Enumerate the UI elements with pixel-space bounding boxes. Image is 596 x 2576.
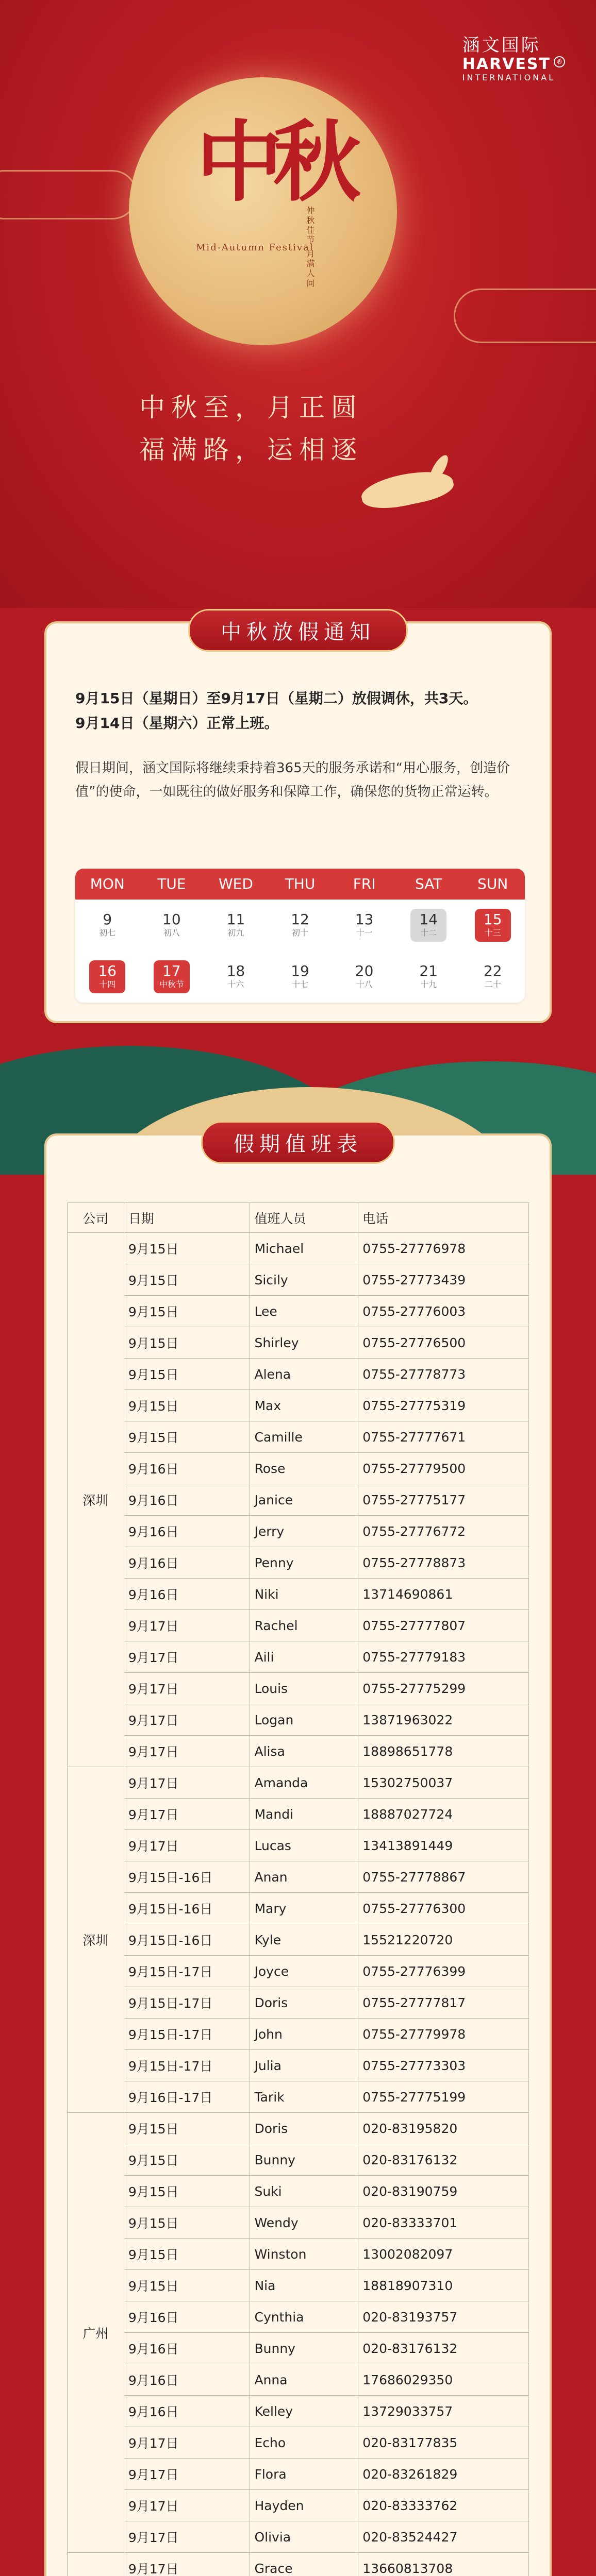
table-row (68, 1484, 529, 1516)
phone-cell: 0755-27777671 (358, 1421, 529, 1453)
person-cell: Rachel (250, 1610, 358, 1641)
calendar-lunar-date: 中秋节 (159, 979, 184, 989)
duty-table (67, 1202, 529, 2576)
table-row (68, 2301, 529, 2333)
cloud-decoration (454, 289, 596, 343)
phone-cell: 13413891449 (358, 1830, 529, 1861)
calendar-day-number: 16 (98, 962, 117, 979)
hero-slogan (139, 386, 363, 471)
person-cell: Lucas (250, 1830, 358, 1861)
date-cell: 9月16日 (124, 1484, 250, 1516)
logo-en2: INTERNATIONAL (462, 73, 556, 82)
person-cell: Kyle (250, 1924, 358, 1956)
calendar-day-box (410, 909, 446, 942)
logo-cn: 涵文国际 (462, 35, 541, 56)
calendar-day-number: 13 (355, 911, 374, 928)
phone-cell: 13871963022 (358, 1704, 529, 1736)
table-row (68, 1421, 529, 1453)
phone-cell: 0755-27779183 (358, 1641, 529, 1673)
calendar-day-number: 22 (483, 962, 502, 979)
date-cell: 9月16日-17日 (124, 2081, 250, 2113)
notice-bold-line-2: 9月14日（星期六）正常上班。 (75, 715, 279, 732)
calendar-day-box (156, 912, 188, 939)
date-cell: 9月17日 (124, 2553, 250, 2576)
company-cell: 深圳 (68, 1233, 124, 1767)
phone-cell: 020-83176132 (358, 2144, 529, 2176)
phone-cell: 0755-27776300 (358, 1893, 529, 1924)
hero-english: Mid-Autumn Festival (196, 242, 314, 253)
calendar-lunar-date: 初九 (227, 928, 244, 938)
date-cell: 9月16日 (124, 2333, 250, 2364)
person-cell: Joyce (250, 1956, 358, 1987)
duty-table-body (68, 1233, 529, 2576)
calendar-day (75, 900, 140, 951)
person-cell: Michael (250, 1233, 358, 1264)
phone-cell: 0755-27776978 (358, 1233, 529, 1264)
calendar-lunar-date: 十七 (292, 979, 309, 989)
date-cell: 9月15日 (124, 1296, 250, 1327)
person-cell: Louis (250, 1673, 358, 1704)
person-cell: John (250, 2019, 358, 2050)
person-cell: Winston (250, 2239, 358, 2270)
person-cell: Grace (250, 2553, 358, 2576)
phone-cell: 0755-27777807 (358, 1610, 529, 1641)
calendar-week-row (75, 900, 525, 951)
table-row (68, 2050, 529, 2081)
phone-cell: 15521220720 (358, 1924, 529, 1956)
calendar-lunar-date: 十四 (99, 979, 116, 989)
header-company: 公司 (68, 1203, 124, 1233)
table-row (68, 2176, 529, 2207)
calendar-lunar-date: 十三 (484, 928, 501, 938)
slogan-line-2: 福满路，运相逐 (139, 435, 363, 465)
date-cell: 9月16日 (124, 2364, 250, 2396)
person-cell: Olivia (250, 2521, 358, 2553)
person-cell: Anan (250, 1861, 358, 1893)
company-cell (68, 2553, 124, 2576)
calendar-day (332, 900, 396, 951)
phone-cell: 0755-27779500 (358, 1453, 529, 1484)
person-cell: Flora (250, 2459, 358, 2490)
table-row (68, 1264, 529, 1296)
table-row (68, 1861, 529, 1893)
calendar-weekday: TUE (157, 875, 186, 892)
header-date: 日期 (124, 1203, 250, 1233)
person-cell: Doris (250, 1987, 358, 2019)
date-cell: 9月15日-17日 (124, 2019, 250, 2050)
company-logo (462, 31, 565, 82)
table-row (68, 2553, 529, 2576)
phone-cell: 18818907310 (358, 2270, 529, 2301)
table-row (68, 2396, 529, 2427)
date-cell: 9月15日 (124, 1264, 250, 1296)
phone-cell: 0755-27775319 (358, 1390, 529, 1421)
person-cell: Suki (250, 2176, 358, 2207)
header-phone: 电话 (358, 1203, 529, 1233)
table-row (68, 1453, 529, 1484)
date-cell: 9月15日 (124, 2207, 250, 2239)
date-cell: 9月16日 (124, 1516, 250, 1547)
phone-cell: 0755-27775299 (358, 1673, 529, 1704)
person-cell: Alisa (250, 1736, 358, 1767)
calendar-day-number: 12 (291, 911, 309, 928)
calendar-weekday: SAT (415, 875, 442, 892)
date-cell: 9月17日 (124, 1830, 250, 1861)
person-cell: Amanda (250, 1767, 358, 1799)
header-person: 值班人员 (250, 1203, 358, 1233)
table-row (68, 1327, 529, 1359)
date-cell: 9月15日-16日 (124, 1861, 250, 1893)
table-row (68, 1673, 529, 1704)
date-cell: 9月16日 (124, 1547, 250, 1579)
person-cell: Janice (250, 1484, 358, 1516)
date-cell: 9月15日 (124, 2144, 250, 2176)
date-cell: 9月17日 (124, 1799, 250, 1830)
table-row (68, 2081, 529, 2113)
date-cell: 9月17日 (124, 1610, 250, 1641)
person-cell: Wendy (250, 2207, 358, 2239)
phone-cell: 020-83333701 (358, 2207, 529, 2239)
phone-cell: 18887027724 (358, 1799, 529, 1830)
phone-cell: 17686029350 (358, 2364, 529, 2396)
logo-en: HARVEST (462, 55, 551, 73)
calendar-day (396, 900, 461, 951)
phone-cell: 13714690861 (358, 1579, 529, 1610)
calendar-day (204, 900, 268, 951)
table-row (68, 1924, 529, 1956)
calendar-day-box (91, 912, 123, 939)
phone-cell: 0755-27778773 (358, 1359, 529, 1390)
hero-banner (0, 0, 596, 608)
person-cell: Logan (250, 1704, 358, 1736)
phone-cell: 13729033757 (358, 2396, 529, 2427)
table-row (68, 1956, 529, 1987)
phone-cell: 0755-27776399 (358, 1956, 529, 1987)
date-cell: 9月16日 (124, 1579, 250, 1610)
table-row (68, 1893, 529, 1924)
person-cell: Mandi (250, 1799, 358, 1830)
notice-summary (75, 686, 524, 736)
date-cell: 9月17日 (124, 1736, 250, 1767)
table-row (68, 1987, 529, 2019)
date-cell: 9月17日 (124, 1704, 250, 1736)
phone-cell: 0755-27779978 (358, 2019, 529, 2050)
person-cell: Shirley (250, 1327, 358, 1359)
date-cell: 9月15日 (124, 2270, 250, 2301)
table-row (68, 2019, 529, 2050)
date-cell: 9月15日-17日 (124, 2050, 250, 2081)
person-cell: Jerry (250, 1516, 358, 1547)
table-row (68, 1736, 529, 1767)
date-cell: 9月17日 (124, 2521, 250, 2553)
phone-cell: 020-83193757 (358, 2301, 529, 2333)
holiday-notice-card (44, 621, 552, 1023)
calendar-lunar-date: 初八 (163, 928, 180, 938)
calendar-day-number: 20 (355, 962, 374, 979)
phone-cell: 020-83177835 (358, 2427, 529, 2459)
person-cell: Mary (250, 1893, 358, 1924)
table-row (68, 2333, 529, 2364)
phone-cell: 020-83261829 (358, 2459, 529, 2490)
person-cell: Julia (250, 2050, 358, 2081)
company-cell: 深圳 (68, 1767, 124, 2113)
person-cell: Niki (250, 1579, 358, 1610)
calendar-lunar-date: 初十 (292, 928, 309, 938)
calendar-lunar-date: 十二 (420, 928, 437, 938)
phone-cell: 0755-27776500 (358, 1327, 529, 1359)
phone-cell: 0755-27776003 (358, 1296, 529, 1327)
calendar-lunar-date: 十九 (420, 979, 437, 989)
date-cell: 9月15日 (124, 1421, 250, 1453)
calendar-day (140, 900, 204, 951)
person-cell: Max (250, 1390, 358, 1421)
calendar-lunar-date: 十八 (356, 979, 373, 989)
person-cell: Bunny (250, 2333, 358, 2364)
person-cell: Aili (250, 1641, 358, 1673)
calendar-lunar-date: 十六 (227, 979, 244, 989)
date-cell: 9月15日 (124, 1390, 250, 1421)
phone-cell: 020-83195820 (358, 2113, 529, 2144)
calendar-day-number: 19 (291, 962, 309, 979)
date-cell: 9月17日 (124, 1767, 250, 1799)
table-row (68, 1767, 529, 1799)
date-cell: 9月15日-16日 (124, 1924, 250, 1956)
table-row (68, 1799, 529, 1830)
registered-mark: ® (554, 56, 565, 67)
person-cell: Bunny (250, 2144, 358, 2176)
table-row (68, 1704, 529, 1736)
calendar-day-number: 17 (162, 962, 181, 979)
hero-title: 中秋 (196, 111, 351, 214)
table-row (68, 1641, 529, 1673)
date-cell: 9月16日 (124, 2396, 250, 2427)
table-row (68, 2239, 529, 2270)
cloud-decoration (0, 170, 137, 219)
calendar-lunar-date: 二十 (484, 979, 501, 989)
date-cell: 9月15日 (124, 1327, 250, 1359)
calendar-weekday: SUN (477, 875, 508, 892)
calendar-day-number: 14 (419, 911, 438, 928)
calendar-day-number: 10 (162, 911, 181, 928)
phone-cell: 18898651778 (358, 1736, 529, 1767)
person-cell: Doris (250, 2113, 358, 2144)
phone-cell: 0755-27778867 (358, 1861, 529, 1893)
company-cell: 广州 (68, 2113, 124, 2553)
person-cell: Lee (250, 1296, 358, 1327)
calendar-weekday: THU (285, 875, 316, 892)
person-cell: Hayden (250, 2490, 358, 2521)
phone-cell: 13660813708 (358, 2553, 529, 2576)
date-cell: 9月17日 (124, 1673, 250, 1704)
phone-cell: 15302750037 (358, 1767, 529, 1799)
phone-cell: 13002082097 (358, 2239, 529, 2270)
phone-cell: 020-83524427 (358, 2521, 529, 2553)
slogan-line-1: 中秋至，月正圆 (139, 393, 363, 422)
date-cell: 9月16日 (124, 2301, 250, 2333)
date-cell: 9月17日 (124, 2490, 250, 2521)
table-row (68, 1547, 529, 1579)
table-row (68, 1610, 529, 1641)
person-cell: Penny (250, 1547, 358, 1579)
table-row (68, 2459, 529, 2490)
phone-cell: 0755-27773439 (358, 1264, 529, 1296)
table-row (68, 2270, 529, 2301)
notice-bold-line-1: 9月15日（星期日）至9月17日（星期二）放假调休，共3天。 (75, 690, 478, 707)
phone-cell: 020-83176132 (358, 2333, 529, 2364)
person-cell: Echo (250, 2427, 358, 2459)
phone-cell: 0755-27778873 (358, 1547, 529, 1579)
duty-roster-card (44, 1133, 552, 2576)
calendar-day (460, 900, 525, 951)
date-cell: 9月15日 (124, 1233, 250, 1264)
calendar-day (268, 900, 333, 951)
duty-table-header-row (68, 1203, 529, 1233)
person-cell: Anna (250, 2364, 358, 2396)
phone-cell: 0755-27775199 (358, 2081, 529, 2113)
table-row (68, 2364, 529, 2396)
person-cell: Sicily (250, 1264, 358, 1296)
calendar-header (75, 869, 525, 900)
calendar-day-number: 9 (103, 911, 112, 928)
notice-body: 假日期间，涵文国际将继续秉持着365天的服务承诺和“用心服务，创造价值”的使命，一如既往的做好服务和保障工作，确保您的货物正常运转。 (75, 760, 510, 800)
table-row (68, 2113, 529, 2144)
person-cell: Tarik (250, 2081, 358, 2113)
duty-title: 假期值班表 (201, 1121, 395, 1164)
calendar-day-box (284, 912, 316, 939)
calendar-lunar-date: 初七 (99, 928, 116, 938)
date-cell: 9月15日 (124, 2176, 250, 2207)
date-cell: 9月15日-17日 (124, 1956, 250, 1987)
table-row (68, 1359, 529, 1390)
table-row (68, 1296, 529, 1327)
calendar-weekday: MON (90, 875, 125, 892)
hero-subtitle: 仲秋佳节 月满人间 (305, 206, 315, 289)
calendar-day-number: 11 (226, 911, 245, 928)
table-row (68, 1516, 529, 1547)
table-row (68, 1390, 529, 1421)
table-row (68, 2521, 529, 2553)
date-cell: 9月17日 (124, 1641, 250, 1673)
date-cell: 9月17日 (124, 2427, 250, 2459)
calendar-day-box (220, 912, 252, 939)
calendar-weekday: WED (218, 875, 253, 892)
person-cell: Kelley (250, 2396, 358, 2427)
notice-title: 中秋放假通知 (188, 609, 408, 652)
date-cell: 9月15日 (124, 2113, 250, 2144)
table-row (68, 2144, 529, 2176)
phone-cell: 0755-27775177 (358, 1484, 529, 1516)
person-cell: Camille (250, 1421, 358, 1453)
table-row (68, 2207, 529, 2239)
date-cell: 9月15日-16日 (124, 1893, 250, 1924)
person-cell: Alena (250, 1359, 358, 1390)
date-cell: 9月15日-17日 (124, 1987, 250, 2019)
table-row (68, 1579, 529, 1610)
phone-cell: 0755-27773303 (358, 2050, 529, 2081)
phone-cell: 020-83333762 (358, 2490, 529, 2521)
calendar-day-number: 21 (419, 962, 438, 979)
table-row (68, 2490, 529, 2521)
calendar-day-number: 15 (483, 911, 502, 928)
table-row (68, 2427, 529, 2459)
date-cell: 9月15日 (124, 2239, 250, 2270)
calendar-lunar-date: 十一 (356, 928, 373, 938)
person-cell: Rose (250, 1453, 358, 1484)
date-cell: 9月17日 (124, 2459, 250, 2490)
table-row (68, 1233, 529, 1264)
date-cell: 9月16日 (124, 1453, 250, 1484)
person-cell: Nia (250, 2270, 358, 2301)
person-cell: Cynthia (250, 2301, 358, 2333)
table-row (68, 1830, 529, 1861)
calendar-day-box (475, 909, 511, 942)
phone-cell: 0755-27777817 (358, 1987, 529, 2019)
phone-cell: 0755-27776772 (358, 1516, 529, 1547)
calendar-day-box (349, 912, 380, 939)
phone-cell: 020-83190759 (358, 2176, 529, 2207)
date-cell: 9月15日 (124, 1359, 250, 1390)
calendar-weekday: FRI (353, 875, 376, 892)
calendar-day-number: 18 (226, 962, 245, 979)
